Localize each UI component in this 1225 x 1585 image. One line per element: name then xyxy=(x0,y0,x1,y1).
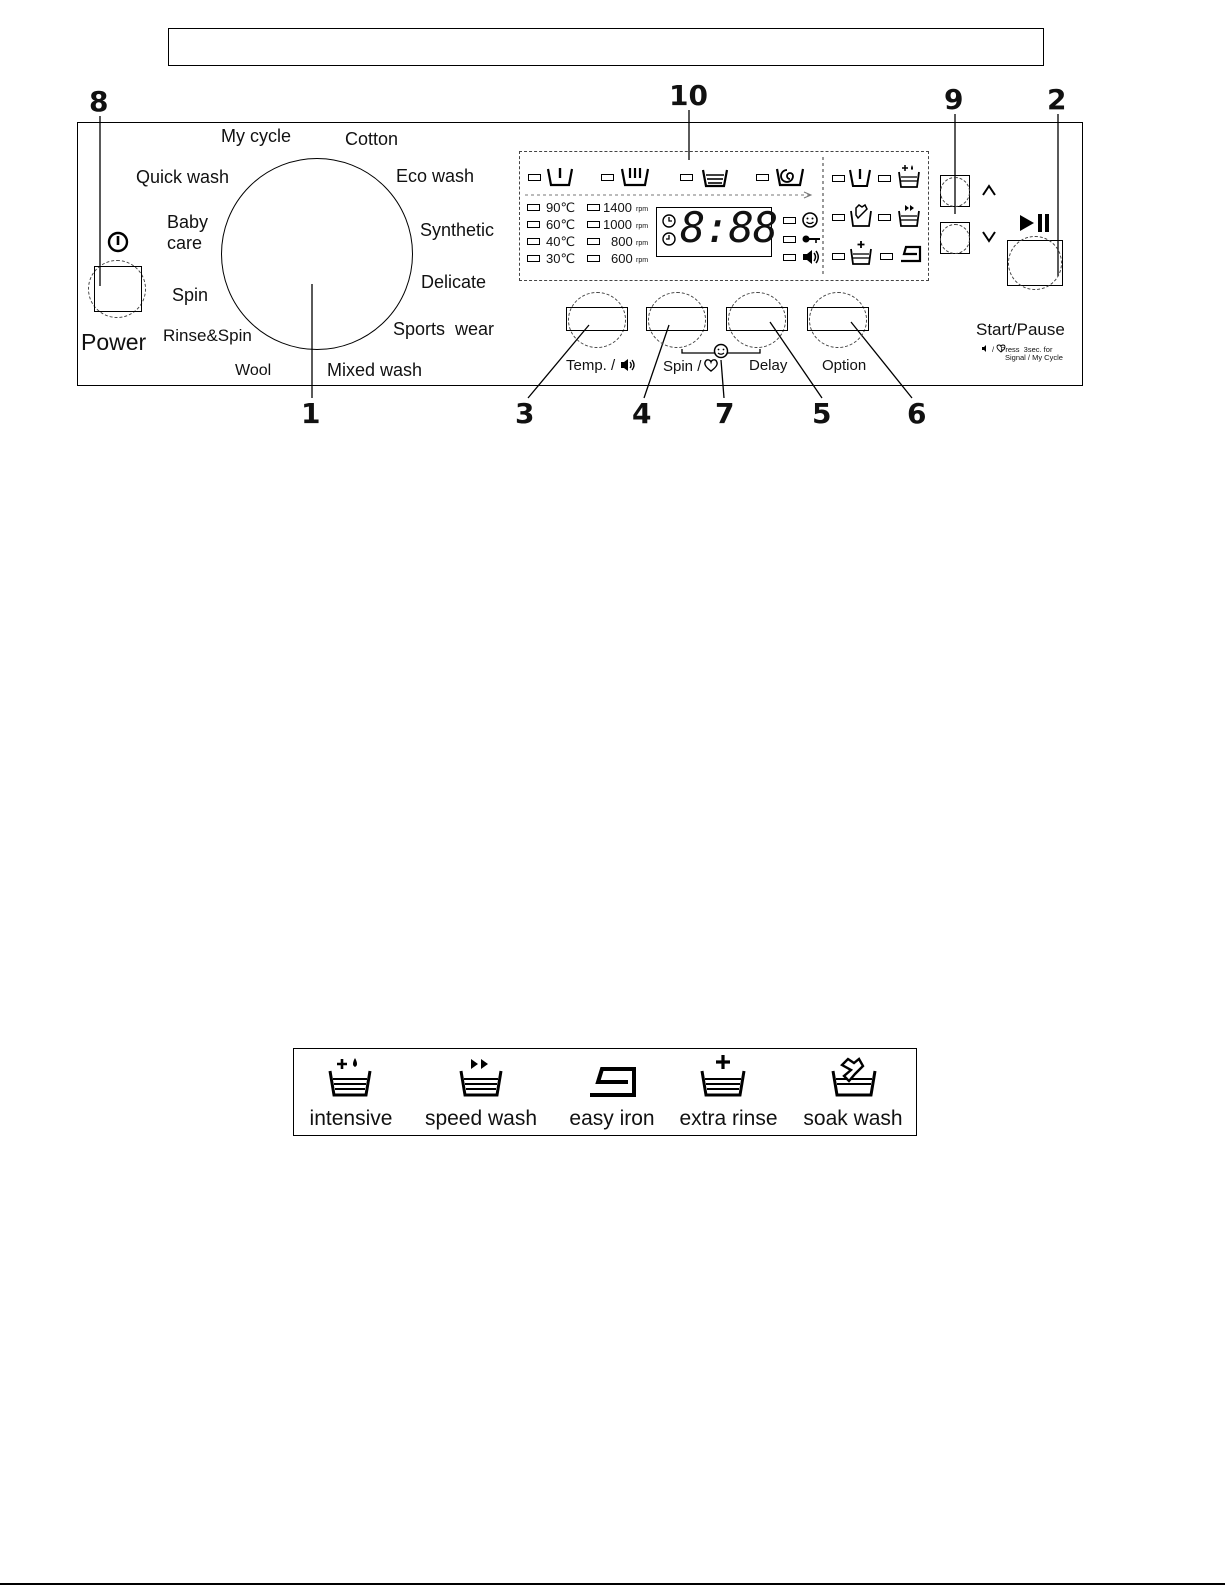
key-icon xyxy=(801,232,821,246)
callout-6: 6 xyxy=(907,397,927,430)
legend-intensive xyxy=(296,1049,406,1135)
program-rinse-spin: Rinse&Spin xyxy=(163,326,252,345)
indicator-rinse xyxy=(680,174,693,181)
start-note-line1: / Press 3sec. for xyxy=(992,345,1053,354)
callout-3: 3 xyxy=(515,397,535,430)
rinse-tub-icon xyxy=(700,165,730,189)
clock-icons xyxy=(659,210,679,254)
indicator-sound xyxy=(783,254,796,261)
extra-rinse-icon xyxy=(698,1053,748,1099)
power-label: Power xyxy=(81,329,147,355)
program-my-cycle: My cycle xyxy=(221,126,292,146)
mainwash-tub-icon xyxy=(619,163,651,189)
extra-rinse-option-icon xyxy=(848,240,874,266)
delay-button[interactable] xyxy=(726,307,788,331)
option-legend xyxy=(293,1048,917,1136)
speed-600: 600 xyxy=(611,251,633,266)
indicator-child-lock xyxy=(783,217,796,224)
intensive-icon xyxy=(326,1055,374,1099)
temp-button-label: Temp. / xyxy=(566,357,616,374)
child-lock-face-icon xyxy=(712,342,730,360)
start-pause-label: Start/Pause xyxy=(976,320,1065,339)
legend-speed-wash-label: speed wash xyxy=(424,1107,538,1130)
up-button[interactable] xyxy=(940,175,970,207)
speed-1000: 1000 xyxy=(603,217,632,232)
program-spin: Spin xyxy=(172,285,209,305)
rpm-unit-2: rpm xyxy=(636,223,649,230)
indicator-soak xyxy=(832,214,845,221)
indicator-extra-rinse xyxy=(832,253,845,260)
play-pause-icon xyxy=(1018,212,1052,234)
option-button[interactable] xyxy=(807,307,869,331)
up-button-ring xyxy=(940,177,970,207)
prewash-option-icon xyxy=(847,165,873,189)
temp-speaker-icon xyxy=(619,357,637,373)
rpm-unit-3: rpm xyxy=(636,240,649,247)
legend-soak-wash-label: soak wash xyxy=(803,1107,903,1130)
indicator-mainwash xyxy=(601,174,614,181)
legend-easy-iron-label: easy iron xyxy=(569,1107,655,1130)
indicator-speed-800 xyxy=(587,238,600,245)
program-cotton: Cotton xyxy=(345,129,399,149)
legend-speed-wash xyxy=(411,1049,551,1135)
legend-intensive-label: intensive xyxy=(309,1107,393,1130)
indicator-temp-90 xyxy=(527,204,540,211)
indicator-speed-1400 xyxy=(587,204,600,211)
speed-800: 800 xyxy=(611,234,633,249)
callout-5: 5 xyxy=(812,397,832,430)
prewash-tub-icon xyxy=(545,163,575,189)
spin-button-label: Spin / xyxy=(663,358,702,375)
callout-4: 4 xyxy=(632,397,652,430)
program-delicate: Delicate xyxy=(421,272,487,292)
rpm-unit-4: rpm xyxy=(636,257,649,264)
heart-icon xyxy=(703,358,719,373)
spin-button[interactable] xyxy=(646,307,708,331)
delay-button-label: Delay xyxy=(749,357,788,374)
callout-2: 2 xyxy=(1047,83,1067,116)
down-button-ring xyxy=(940,224,970,254)
program-dial[interactable] xyxy=(221,158,413,350)
indicator-speed xyxy=(878,214,891,221)
power-button[interactable] xyxy=(94,266,142,312)
speed-wash-icon xyxy=(457,1055,505,1099)
callout-1: 1 xyxy=(301,397,321,430)
lcd-digits: 8:88 xyxy=(680,203,778,252)
chevron-down-icon xyxy=(981,230,997,244)
start-note-line2: Signal / My Cycle xyxy=(1005,353,1063,362)
temp-40: 40℃ xyxy=(546,234,576,249)
easy-iron-icon xyxy=(586,1065,638,1099)
speed-option-icon xyxy=(896,202,922,228)
temp-60: 60℃ xyxy=(546,217,576,232)
program-sports-wear: Sports wear xyxy=(393,319,495,339)
start-pause-button-ring xyxy=(1008,236,1062,290)
indicator-intensive xyxy=(878,175,891,182)
indicator-temp-60 xyxy=(527,221,540,228)
legend-soak-wash xyxy=(791,1049,915,1135)
program-mixed-wash: Mixed wash xyxy=(327,360,423,380)
temp-90: 90℃ xyxy=(546,200,576,215)
program-quick-wash: Quick wash xyxy=(136,167,230,187)
child-face-icon xyxy=(801,211,819,229)
soak-wash-icon xyxy=(829,1055,879,1099)
down-button[interactable] xyxy=(940,222,970,254)
indicator-prewash-option xyxy=(832,175,845,182)
program-baby-care-line1: Baby xyxy=(167,212,209,232)
power-icon xyxy=(106,230,130,254)
temp-button[interactable] xyxy=(566,307,628,331)
callout-10: 10 xyxy=(669,79,708,112)
indicator-spin xyxy=(756,174,769,181)
callout-8: 8 xyxy=(89,85,109,118)
speaker-icon xyxy=(801,248,821,266)
temp-30: 30℃ xyxy=(546,251,576,266)
indicator-prewash xyxy=(528,174,541,181)
spin-tub-icon xyxy=(774,163,806,189)
chevron-up-icon xyxy=(981,183,997,197)
indicator-temp-40 xyxy=(527,238,540,245)
intensive-option-icon xyxy=(896,163,922,189)
program-synthetic: Synthetic xyxy=(420,220,495,240)
legend-extra-rinse-label: extra rinse xyxy=(679,1107,778,1130)
soak-option-icon xyxy=(848,202,874,228)
option-button-label: Option xyxy=(822,357,867,374)
indicator-speed-1000 xyxy=(587,221,600,228)
program-wool: Wool xyxy=(235,362,272,379)
indicator-speed-600 xyxy=(587,255,600,262)
indicator-temp-30 xyxy=(527,255,540,262)
program-baby-care-line2: care xyxy=(167,233,203,253)
speed-1400: 1400 xyxy=(603,200,632,215)
indicator-easy-iron xyxy=(880,253,893,260)
legend-easy-iron xyxy=(556,1049,668,1135)
rpm-unit-1: rpm xyxy=(636,206,649,213)
callout-9: 9 xyxy=(944,83,964,116)
easy-iron-option-icon xyxy=(897,244,923,264)
callout-7: 7 xyxy=(715,397,735,430)
program-eco-wash: Eco wash xyxy=(396,166,475,186)
legend-extra-rinse xyxy=(666,1049,791,1135)
indicator-door-lock xyxy=(783,236,796,243)
